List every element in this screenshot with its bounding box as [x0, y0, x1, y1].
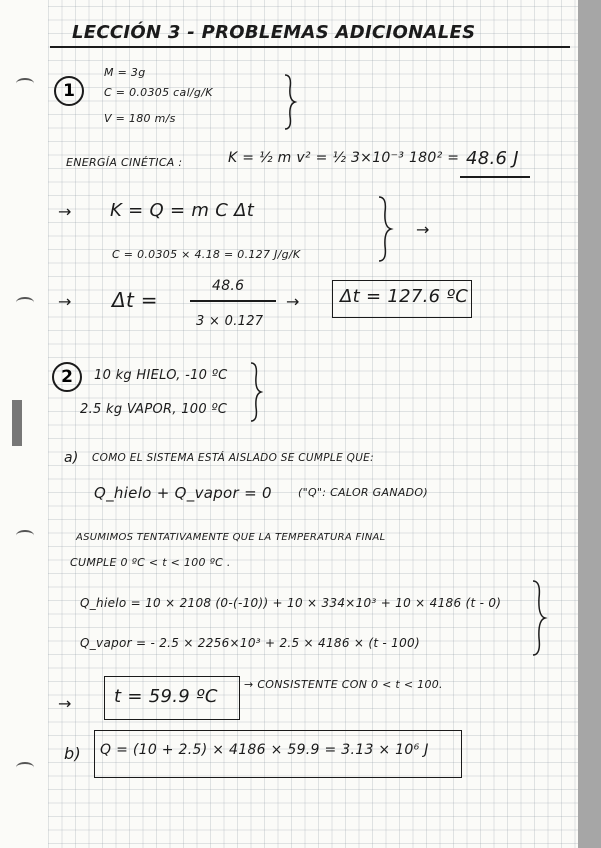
arrow-icon: →	[416, 220, 430, 239]
page-edge-shadow	[578, 0, 601, 848]
kinetic-energy-result: 48.6 J	[466, 148, 519, 169]
ice-data: 10 kg HIELO, -10 ºC	[94, 368, 228, 383]
right-brace-icon	[532, 580, 546, 656]
title-underline	[50, 46, 570, 48]
binder-hole-icon	[16, 78, 34, 89]
binder-hole-icon	[16, 297, 34, 308]
result-underline	[460, 176, 530, 178]
isolated-system-text: COMO EL SISTEMA ESTÁ AISLADO SE CUMPLE QUE:	[92, 452, 374, 464]
steam-data: 2.5 kg VAPOR, 100 ºC	[80, 402, 228, 417]
problem-1-number: 1	[54, 76, 84, 106]
right-brace-icon	[284, 74, 296, 130]
t-result: t = 59.9 ºC	[114, 686, 218, 707]
heat-steam-equation: Q_vapor = - 2.5 × 2256×10³ + 2.5 × 4186 × (t - 100)	[80, 636, 420, 650]
q-result: Q = (10 + 2.5) × 4186 × 59.9 = 3.13 × 10⁶ J	[100, 742, 429, 758]
delta-t-lhs: Δt =	[112, 288, 158, 312]
right-brace-icon	[378, 196, 392, 262]
energy-balance-equation: Q_hielo + Q_vapor = 0	[94, 484, 272, 502]
delta-t-denominator: 3 × 0.127	[196, 314, 264, 329]
heat-ice-equation: Q_hielo = 10 × 2108 (0-(-10)) + 10 × 334×10³ + 10 × 4186 (t - 0)	[80, 596, 502, 610]
energy-balance: K = Q = m C Δt	[110, 200, 255, 221]
kinetic-energy-label: ENERGÍA CINÉTICA :	[66, 156, 183, 169]
page-margin	[0, 0, 48, 848]
kinetic-energy-formula: K = ½ m v² = ½ 3×10⁻³ 180² =	[228, 150, 460, 166]
arrow-icon: →	[58, 202, 72, 221]
fraction-bar	[190, 300, 276, 302]
binder-hole-icon	[16, 762, 34, 773]
page-title: LECCIÓN 3 - PROBLEMAS ADICIONALES	[72, 22, 476, 43]
delta-t-numerator: 48.6	[212, 278, 245, 294]
arrow-icon: →	[58, 292, 72, 311]
right-brace-icon	[250, 362, 262, 422]
notebook-brand-label	[12, 400, 22, 446]
arrow-icon: →	[58, 694, 72, 713]
delta-t-result: Δt = 127.6 ºC	[340, 286, 469, 307]
arrow-icon: →	[286, 292, 300, 311]
part-b-label: b)	[64, 744, 81, 763]
given-specific-heat: C = 0.0305 cal/g/K	[104, 86, 213, 99]
balance-note: ("Q": CALOR GANADO)	[298, 486, 428, 499]
part-a-label: a)	[64, 450, 79, 466]
binder-hole-icon	[16, 530, 34, 541]
given-mass: M = 3g	[104, 66, 146, 79]
consistency-note: → CONSISTENTE CON 0 < t < 100.	[244, 678, 443, 691]
heat-conversion: C = 0.0305 × 4.18 = 0.127 J/g/K	[112, 248, 301, 261]
assumption-line-1: ASUMIMOS TENTATIVAMENTE QUE LA TEMPERATURA FINAL	[76, 532, 386, 543]
assumption-line-2: CUMPLE 0 ºC < t < 100 ºC .	[70, 556, 231, 569]
given-velocity: V = 180 m/s	[104, 112, 176, 125]
problem-2-number: 2	[52, 362, 82, 392]
